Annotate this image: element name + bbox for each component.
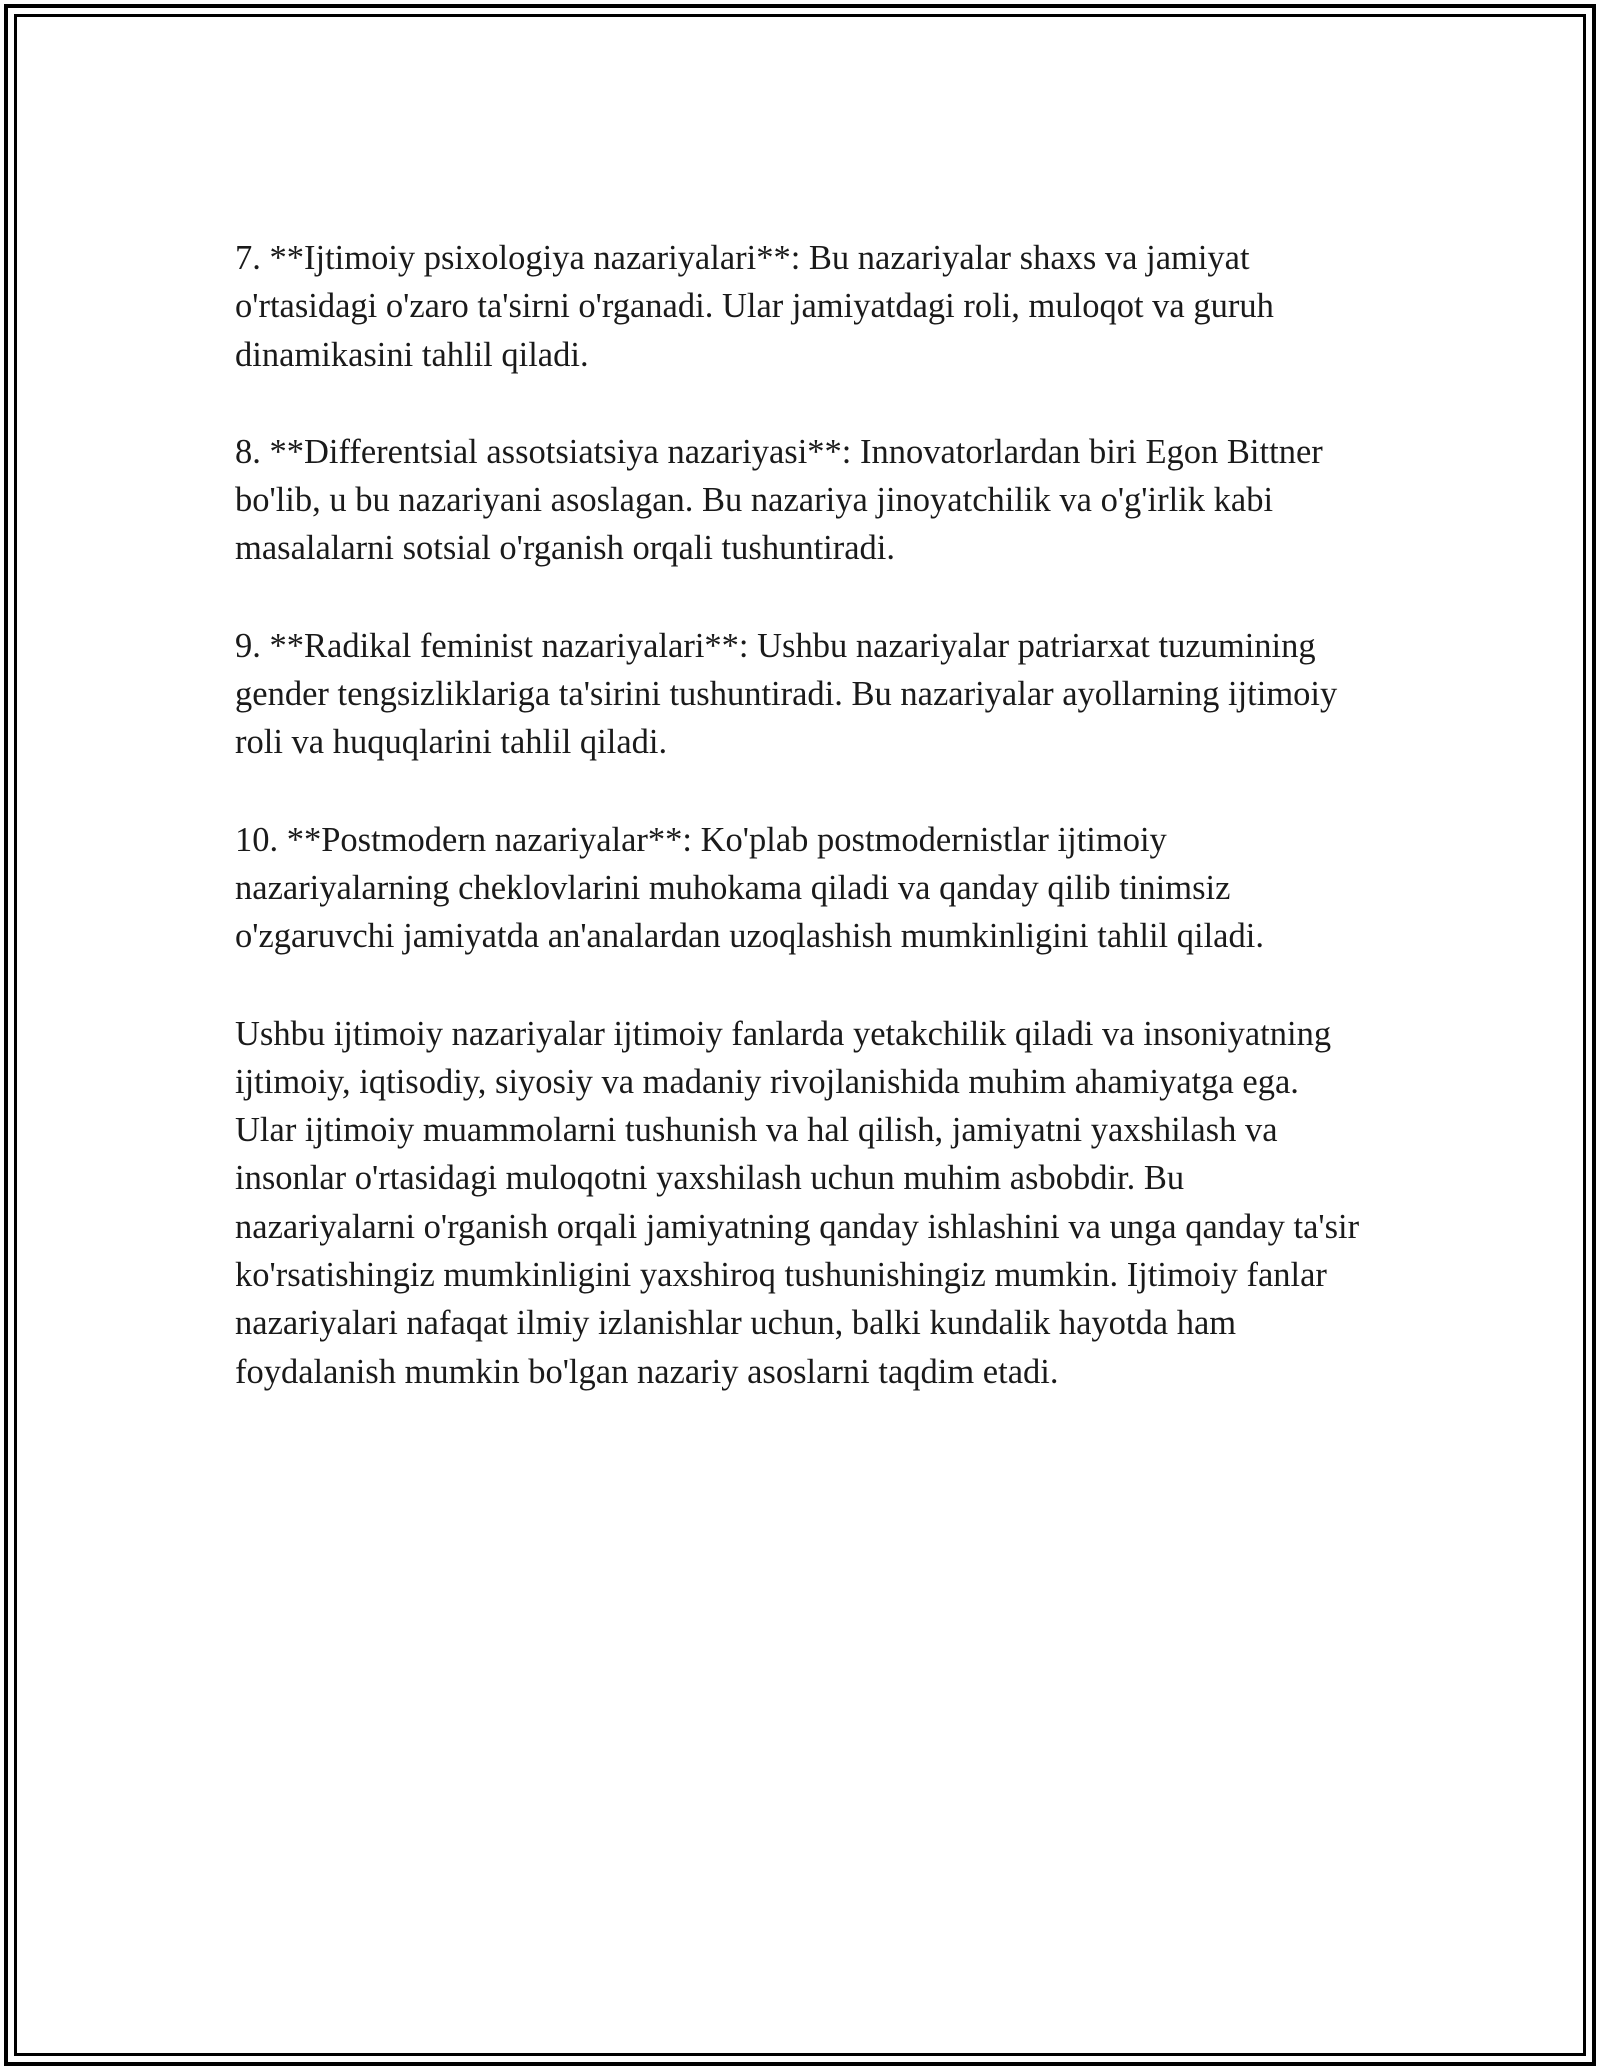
paragraph-item-10: 10. **Postmodern nazariyalar**: Ko'plab postmodernistlar ijtimoiy nazariyalarning cheklovlarini muhokama qiladi va qanday qilib tinimsiz o'zgaruvchi jamiyatda an'analardan uzoqlashish mumkinligini tahlil qiladi. (235, 820, 1264, 956)
paragraph-conclusion: Ushbu ijtimoiy nazariyalar ijtimoiy fanlarda yetakchilik qiladi va insoniyatning ijtimoiy, iqtisodiy, siyosiy va madaniy rivojlanishida muhim ahamiyatga ega. Ular ijtimoiy muammolarni tushunish va hal qilish, jamiyatni yaxshilash va insonlar o'rtasidagi muloqotni yaxshilash uchun muhim asbobdir. Bu nazariyalarni o'rganish orqali jamiyatning qanday ishlashini va unga qanday ta'sir ko'rsatishingiz mumkinligini yaxshiroq tushunishingiz mumkin. Ijtimoiy fanlar nazariyalari nafaqat ilmiy izlanishlar uchun, balki kundalik hayotda ham foydalanish mumkin bo'lgan nazariy asoslarni taqdim etadi. (235, 1014, 1360, 1391)
document-body (235, 234, 1365, 1445)
paragraph-item-9: 9. **Radikal feminist nazariyalari**: Ushbu nazariyalar patriarxat tuzumining gender tengsizliklariga ta'sirini tushuntiradi. Bu nazariyalar ayollarning ijtimoiy roli va huquqlarini tahlil qiladi. (235, 626, 1338, 762)
paragraph-item-8: 8. **Differentsial assotsiatsiya nazariyasi**: Innovatorlardan biri Egon Bittner bo'lib, u bu nazariyani asoslagan. Bu nazariya jinoyatchilik va o'g'irlik kabi masalalarni sotsial o'rganish orqali tushuntiradi. (235, 432, 1323, 568)
paragraph-item-7: 7. **Ijtimoiy psixologiya nazariyalari**: Bu nazariyalar shaxs va jamiyat o'rtasidagi o'zaro ta'sirni o'rganadi. Ular jamiyatdagi roli, muloqot va guruh dinamikasini tahlil qiladi. (235, 239, 1274, 374)
